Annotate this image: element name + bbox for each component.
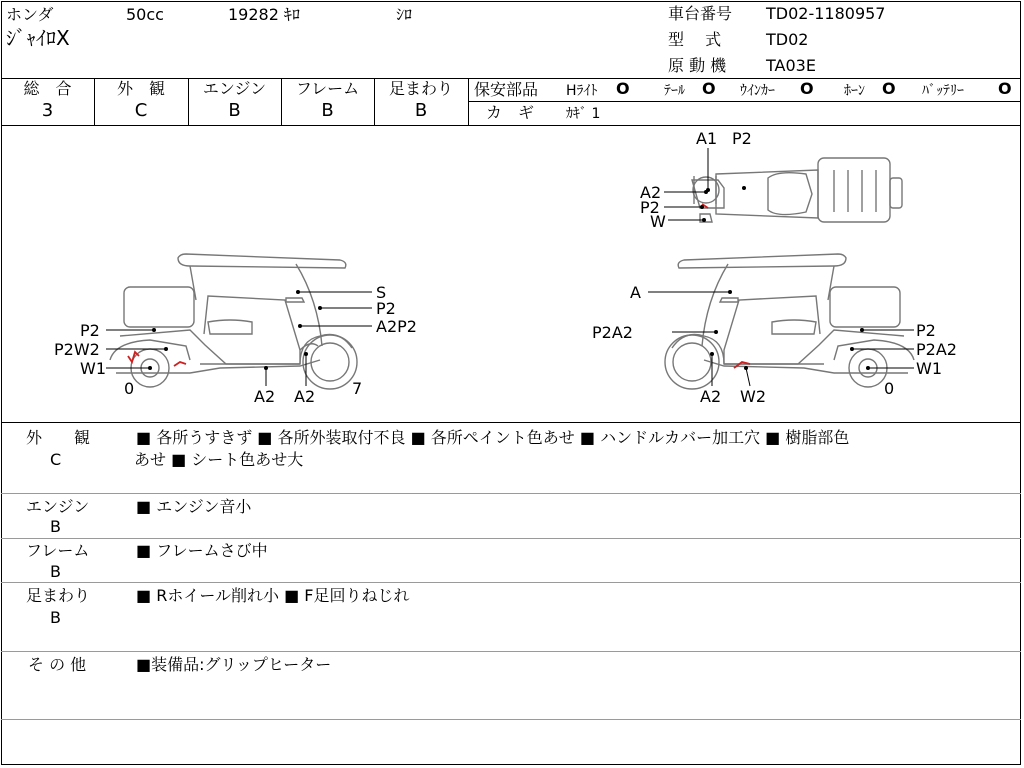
frame-label: フレーム <box>295 79 360 98</box>
section-grade-exterior: C <box>50 450 62 469</box>
label-p2-right: P2 <box>916 321 936 340</box>
safety-mark-winker: O <box>800 79 814 98</box>
damage-mark-p2 <box>174 362 186 366</box>
section-text-exterior-1: ■ 各所うすきず ■ 各所外装取付不良 ■ 各所ペイント色あせ ■ ハンドルカバー加工穴 ■ 樹脂部色 <box>136 428 850 447</box>
label-a: A <box>630 283 641 302</box>
suspension-grade: B <box>414 100 428 121</box>
model-type: TD02 <box>766 30 809 49</box>
engine-no-label: 原 動 機 <box>668 56 727 75</box>
condition-diagram <box>0 126 1024 422</box>
label-w1: W1 <box>80 359 106 378</box>
maker: ホンダ <box>6 5 54 24</box>
section-head-frame: フレーム <box>26 541 90 560</box>
divider <box>1 493 1021 494</box>
safety-mark-battery: O <box>998 79 1012 98</box>
label-w2-right: W2 <box>740 387 766 406</box>
label-s: S <box>376 283 387 302</box>
divider <box>1 582 1021 583</box>
divider <box>1 422 1021 423</box>
label-a2-a: A2 <box>254 387 276 406</box>
safety-mark-tail: O <box>702 79 716 98</box>
label-p2a2-right: P2A2 <box>916 340 957 359</box>
section-text-exterior-2: あせ ■ シート色あせ大 <box>134 450 304 469</box>
divider <box>1 719 1021 720</box>
section-grade-engine: B <box>50 517 61 536</box>
section-grade-frame: B <box>50 562 61 581</box>
label-w-topview: W <box>650 212 666 231</box>
frame-grade: B <box>321 100 334 121</box>
safety-mark-headlight: O <box>616 79 630 98</box>
safety-item-headlight: Hﾗｲﾄ <box>566 83 598 99</box>
safety-label: 保安部品 <box>474 80 539 99</box>
model-type-label: 型 式 <box>668 30 722 49</box>
model-name: ｼﾞｬｲﾛX <box>6 26 70 50</box>
section-head-other: そ の 他 <box>28 655 87 674</box>
safety-item-battery: ﾊﾞｯﾃﾘｰ <box>922 83 964 99</box>
section-head-engine: エンジン <box>26 497 90 516</box>
label-a2-b: A2 <box>294 387 316 406</box>
safety-mark-horn: O <box>882 79 896 98</box>
safety-item-winker: ｳｲﾝｶｰ <box>740 83 775 99</box>
label-a2-topview: A2 <box>640 183 662 202</box>
section-text-engine: ■ エンジン音小 <box>136 497 252 516</box>
section-grade-suspension: B <box>50 608 61 627</box>
label-a2-right: A2 <box>700 387 722 406</box>
label-p2-topview: P2 <box>732 129 752 148</box>
left-side-scooter-drawing <box>110 254 357 389</box>
label-seven: 7 <box>352 379 363 398</box>
safety-item-horn: ﾎｰﾝ <box>844 83 865 99</box>
engine-label: エンジン <box>202 79 267 98</box>
divider <box>468 101 1021 102</box>
top-view-scooter-drawing <box>692 158 902 222</box>
section-text-other: ■装備品:グリップヒーター <box>136 655 332 674</box>
engine-no: TA03E <box>766 56 816 75</box>
safety-item-tail: ﾃｰﾙ <box>664 83 685 99</box>
label-zero-left: 0 <box>124 379 135 398</box>
section-head-suspension: 足まわり <box>26 586 91 605</box>
label-p2: P2 <box>376 299 396 318</box>
exterior-grade: C <box>134 100 148 121</box>
section-head-exterior: 外 観 <box>26 428 91 447</box>
body-color: ｼﾛ <box>396 5 413 24</box>
label-a1: A1 <box>696 129 718 148</box>
overall-grade: 3 <box>41 100 54 121</box>
divider <box>1 651 1021 652</box>
label-p2-left: P2 <box>80 321 100 340</box>
mileage: 19282 ｷﾛ <box>228 5 300 24</box>
label-zero-right: 0 <box>884 379 895 398</box>
key-value: ｶｷﾞ 1 <box>566 106 601 122</box>
damage-mark-w2 <box>128 352 139 362</box>
label-p2-topview-left: P2 <box>640 198 660 217</box>
right-side-scooter-drawing <box>665 254 914 389</box>
section-text-suspension: ■ Rホイール削れ小 ■ F足回りねじれ <box>136 586 410 605</box>
divider <box>468 78 469 125</box>
frame-no-label: 車台番号 <box>668 4 733 23</box>
divider <box>1 538 1021 539</box>
key-label: カ ギ <box>486 103 535 122</box>
frame-no: TD02-1180957 <box>766 4 886 23</box>
label-a2p2: A2P2 <box>376 317 417 336</box>
section-text-frame: ■ フレームさび中 <box>136 541 268 560</box>
displacement: 50cc <box>126 5 164 24</box>
overall-label: 総 合 <box>23 79 72 98</box>
label-p2a2: P2A2 <box>592 323 633 342</box>
label-w1-right: W1 <box>916 359 942 378</box>
exterior-label: 外 観 <box>116 79 165 98</box>
engine-grade: B <box>228 100 241 121</box>
label-p2w2: P2W2 <box>54 340 100 359</box>
suspension-label: 足まわり <box>388 79 453 98</box>
